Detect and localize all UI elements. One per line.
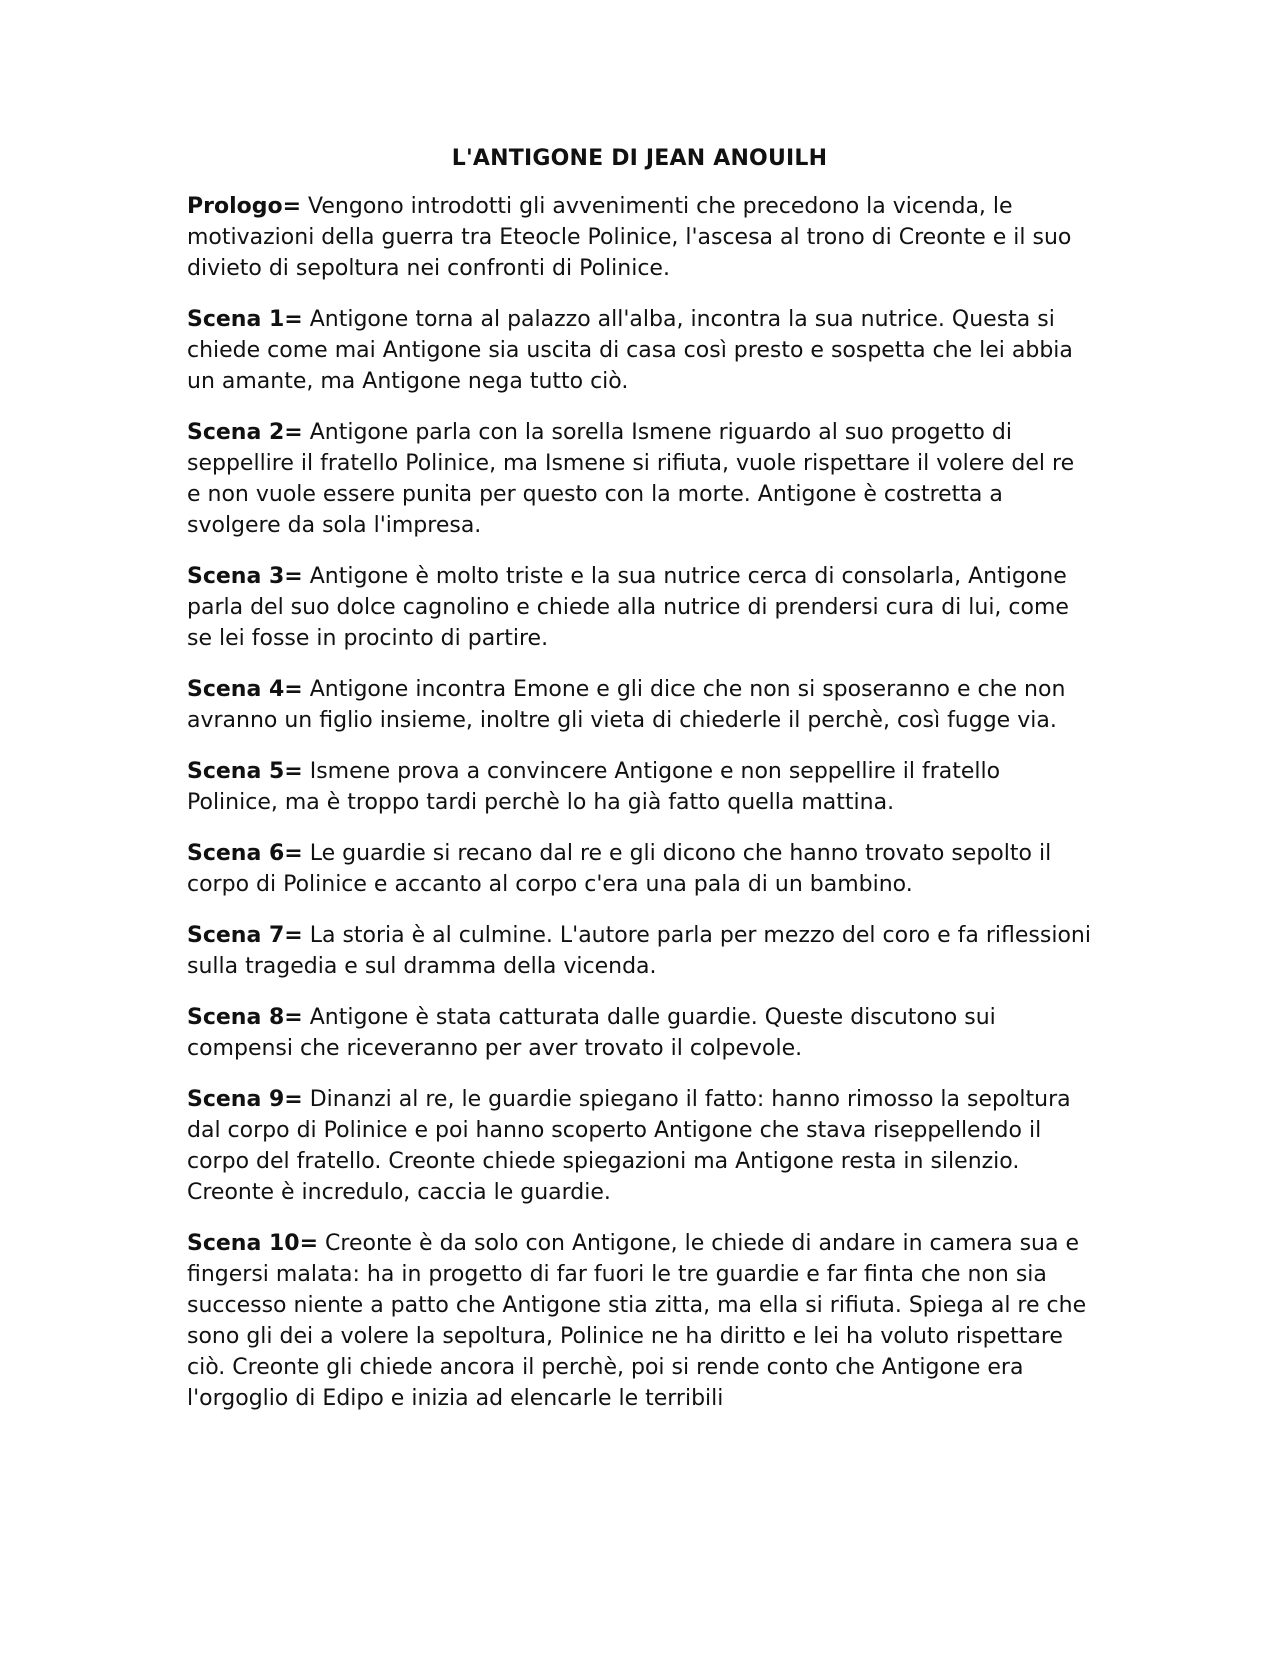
section-text: Antigone parla con la sorella Ismene riguardo al suo progetto di seppellire il fratello Polinice, ma Ismene si rifiuta, vuole rispettare il volere del re e non vuole essere punita per questo con la morte. Antigone è costretta a svolgere da sola l'impresa.	[187, 420, 1075, 538]
section-text: Creonte è da solo con Antigone, le chiede di andare in camera sua e fingersi malata: ha in progetto di far fuori le tre guardie e far finta che non sia successo niente a patto che Antigone stia zitta, ma ella si rifiuta. Spiega al re che sono gli dei a volere la sepoltura, Polinice ne ha diritto e lei ha voluto rispettare ciò. Creonte gli chiede ancora il perchè, poi si rende conto che Antigone era l'orgoglio di Edipo e inizia ad elencarle le terribili	[187, 1231, 1087, 1411]
section-scena-2	[187, 417, 1092, 541]
section-scena-7	[187, 920, 1092, 982]
section-label: Scena 1=	[187, 307, 303, 332]
section-scena-3	[187, 561, 1092, 654]
section-scena-1	[187, 304, 1092, 397]
section-scena-5	[187, 756, 1092, 818]
section-label: Scena 2=	[187, 420, 303, 445]
section-scena-6	[187, 838, 1092, 900]
section-label: Scena 9=	[187, 1087, 303, 1112]
section-text: Vengono introdotti gli avvenimenti che precedono la vicenda, le motivazioni della guerra tra Eteocle Polinice, l'ascesa al trono di Creonte e il suo divieto di sepoltura nei confronti di Polinice.	[187, 194, 1072, 281]
section-text: La storia è al culmine. L'autore parla per mezzo del coro e fa riflessioni sulla tragedia e sul dramma della vicenda.	[187, 923, 1091, 979]
section-text: Antigone torna al palazzo all'alba, incontra la sua nutrice. Questa si chiede come mai Antigone sia uscita di casa così presto e sospetta che lei abbia un amante, ma Antigone nega tutto ciò.	[187, 307, 1073, 394]
section-scena-8	[187, 1002, 1092, 1064]
section-label: Scena 10=	[187, 1231, 319, 1256]
section-label: Scena 4=	[187, 677, 303, 702]
document-page	[187, 144, 1092, 1434]
section-prologo	[187, 191, 1092, 284]
section-text: Le guardie si recano dal re e gli dicono che hanno trovato sepolto il corpo di Polinice e accanto al corpo c'era una pala di un bambino.	[187, 841, 1052, 897]
section-scena-4	[187, 674, 1092, 736]
section-scena-10	[187, 1228, 1092, 1414]
section-label: Scena 6=	[187, 841, 303, 866]
section-text: Antigone è molto triste e la sua nutrice cerca di consolarla, Antigone parla del suo dolce cagnolino e chiede alla nutrice di prendersi cura di lui, come se lei fosse in procinto di partire.	[187, 564, 1069, 651]
section-label: Prologo=	[187, 194, 302, 219]
section-text: Antigone incontra Emone e gli dice che non si sposeranno e che non avranno un figlio insieme, inoltre gli vieta di chiederle il perchè, così fugge via.	[187, 677, 1066, 733]
section-text: Ismene prova a convincere Antigone e non seppellire il fratello Polinice, ma è troppo tardi perchè lo ha già fatto quella mattina.	[187, 759, 1001, 815]
section-text: Antigone è stata catturata dalle guardie. Queste discutono sui compensi che riceveranno per aver trovato il colpevole.	[187, 1005, 996, 1061]
section-text: Dinanzi al re, le guardie spiegano il fatto: hanno rimosso la sepoltura dal corpo di Polinice e poi hanno scoperto Antigone che stava riseppellendo il corpo del fratello. Creonte chiede spiegazioni ma Antigone resta in silenzio. Creonte è incredulo, caccia le guardie.	[187, 1087, 1071, 1205]
section-label: Scena 3=	[187, 564, 303, 589]
section-label: Scena 8=	[187, 1005, 303, 1030]
section-label: Scena 7=	[187, 923, 303, 948]
document-title: L'ANTIGONE DI JEAN ANOUILH	[451, 146, 828, 171]
section-label: Scena 5=	[187, 759, 303, 784]
section-scena-9	[187, 1084, 1092, 1208]
